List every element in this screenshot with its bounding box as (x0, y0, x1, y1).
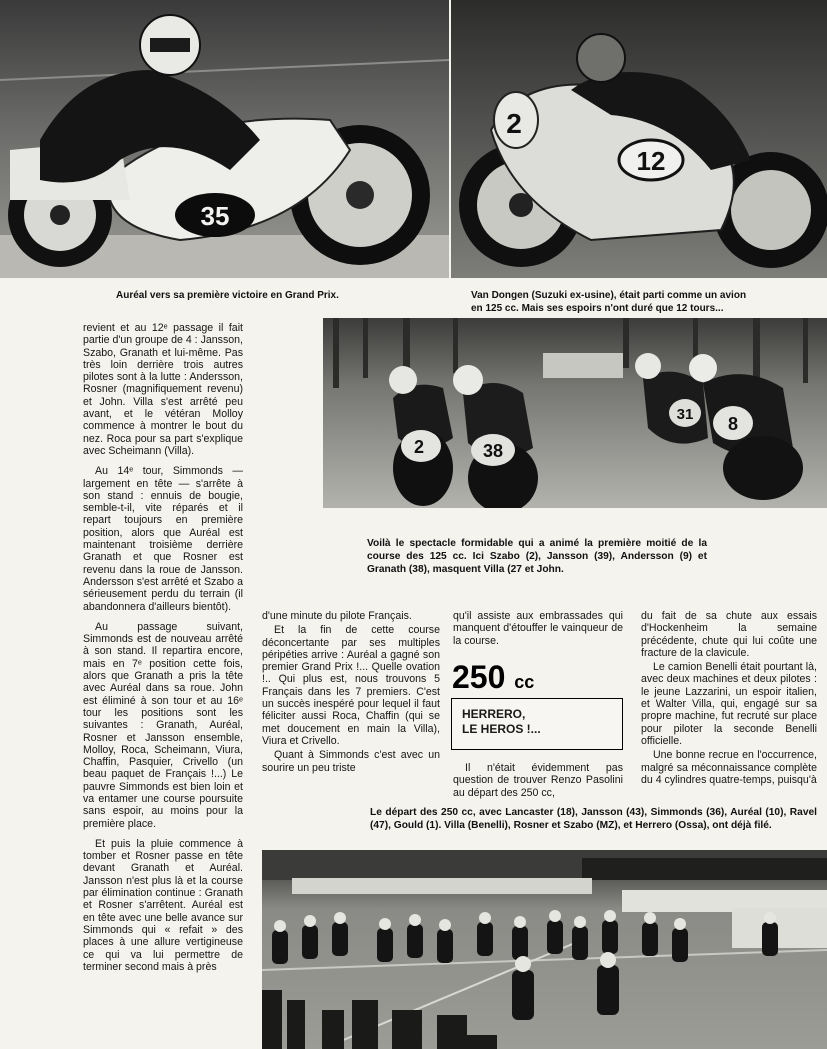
column4-paragraph-2: Le camion Benelli était pourtant là, avec deux machines et deux pilotes : le jeune Lazzarini, un espoir italien, et Walter Villa, qui, engagé sur sa propre machine, fut recruté sur place pour piloter la seconde Benelli officielle. (641, 661, 817, 747)
section-title-number: 250 (452, 659, 506, 695)
photo-number-8: 8 (727, 414, 739, 434)
article-column-3 (453, 610, 623, 655)
caption-van-dongen-line1: Van Dongen (Suzuki ex-usine), était parti comme un avion (471, 290, 747, 301)
headline-line-2: LE HEROS !... (462, 722, 541, 736)
photo-van-dongen-race (451, 0, 827, 278)
column1-paragraph-3: Au passage suivant, Simmonds est de nouveau arrêté à son stand. Il repartira encore, mais en 7ᵉ position cette fois, alors que Granath a pris la tête avec Auréal dans sa roue. John est éliminé à son tour et au 16ᵉ tour les positions sont les suivantes : Granath, Auréal, Rosner et Jansson ensemble, Molloy, Roca, Scheimann, Viura, Chaffin, Pasquier, Crivello (un beau paquet de Français !...) Le pauvre Simmonds est bien loin et va entamer une course poursuite sans espoir, au moins pour la première place. (83, 620, 243, 830)
caption-aureal: Auréal vers sa première victoire en Grand Prix. (116, 290, 339, 301)
column3-paragraph-1: qu'il assiste aux embrassades qui manquent d'étouffer le vainqueur de la course. (453, 610, 623, 647)
caption-125cc-spectacle: Voilà le spectacle formidable qui a animé la première moitié de la course des 125 cc. Ici Szabo (2), Jansson (39), Andersson (9) et Granath (38), masquent Villa (27 et John. (367, 538, 707, 575)
column2-paragraph-1: d'une minute du pilote Français. (262, 610, 412, 622)
column1-paragraph-1: revient et au 12ᵉ passage il fait partie d'un groupe de 4 : Jansson, Szabo, Granath et lui-même. Pas très loin derrière trois autres pilotes sont à la lutte : Andersson, Rosner (magnifiquement revenu) et John. Villa s'est arrêté peu avant, et le vétéran Molloy commence à montrer le bout du nez. Roca pour sa part s'explique avec Scheimann (Villa). (83, 322, 243, 457)
article-column-3b (453, 762, 623, 807)
article-column-2 (262, 610, 440, 776)
photo-number-2b: 2 (413, 437, 425, 457)
article-column-1 (83, 322, 243, 981)
column4-paragraph-3: Une bonne recrue en l'occurrence, malgré sa méconnaissance complète du 4 cylindres quatre-temps, puisqu'à (641, 749, 817, 786)
caption-van-dongen-line2: en 125 cc. Mais ses espoirs n'ont duré que 12 tours... (471, 303, 724, 314)
photo-number-35: 35 (200, 201, 230, 231)
photo-number-2: 2 (506, 108, 522, 139)
column2-paragraph-2: Et la fin de cette course déconcertante par ses multiples péripéties arrive : Auréal a gagné son premier Grand Prix !... Quelle ovation !.. Qui plus est, nous trouvons 5 Français dans les 7 premiers. C'est un succès inespéré pour lequel il faut féliciter aussi Roca, Chaffin (qui se met doucement en main la Villa), Viura et Crivello. (262, 624, 440, 747)
section-title-250cc (452, 660, 534, 699)
photo-250cc-start (262, 850, 827, 1049)
caption-250cc-start: Le départ des 250 cc, avec Lancaster (18), Jansson (43), Simmonds (36), Auréal (10), Ravel (47), Gould (1). Villa (Benelli), Rosner et Szabo (MZ), et Herrero (Ossa), ont déjà filé. (370, 807, 817, 831)
photo-aureal-race (0, 0, 449, 278)
column1-paragraph-4: Et puis la pluie commence à tomber et Rosner passe en tête devant Granath et Auréal. Jansson n'est plus là et la course par élimination continue : Granath et Rosner s'arrêtent. Auréal est en tête avec une belle avance sur Simmonds qui « refait » des places à une allure vertigineuse ce qui va lui permettre de terminer second mais à près (83, 837, 243, 973)
photo-125cc-pack (323, 318, 827, 508)
article-column-4 (641, 610, 817, 788)
photo-number-31: 31 (676, 406, 694, 423)
section-title-unit: cc (514, 672, 535, 692)
headline-line-1: HERRERO, (462, 707, 526, 721)
photo-number-12: 12 (636, 146, 666, 176)
photo-number-38: 38 (482, 441, 504, 461)
headline-box (451, 698, 623, 750)
column1-paragraph-2: Au 14ᵉ tour, Simmonds — largement en tête — s'arrête à son stand : ennuis de bougie, semble-t-il, vite réparés et il repart toujours en première position, alors que Auréal est maintenant troisième derrière Granath et que Rosner est revenu dans la roue de Jansson. Andersson s'est arrêté et Szabo a sérieusement perdu du terrain (il abandonnera d'ailleurs bientôt). (83, 465, 243, 613)
column2-paragraph-3: Quant à Simmonds c'est avec un sourire un peu triste (262, 749, 440, 774)
column4-paragraph-1: du fait de sa chute aux essais d'Hockenheim la semaine précédente, chute qui lui coûte une fracture de la clavicule. (641, 610, 817, 659)
column3-paragraph-2: Il n'était évidemment pas question de trouver Renzo Pasolini au départ des 250 cc, (453, 762, 623, 799)
